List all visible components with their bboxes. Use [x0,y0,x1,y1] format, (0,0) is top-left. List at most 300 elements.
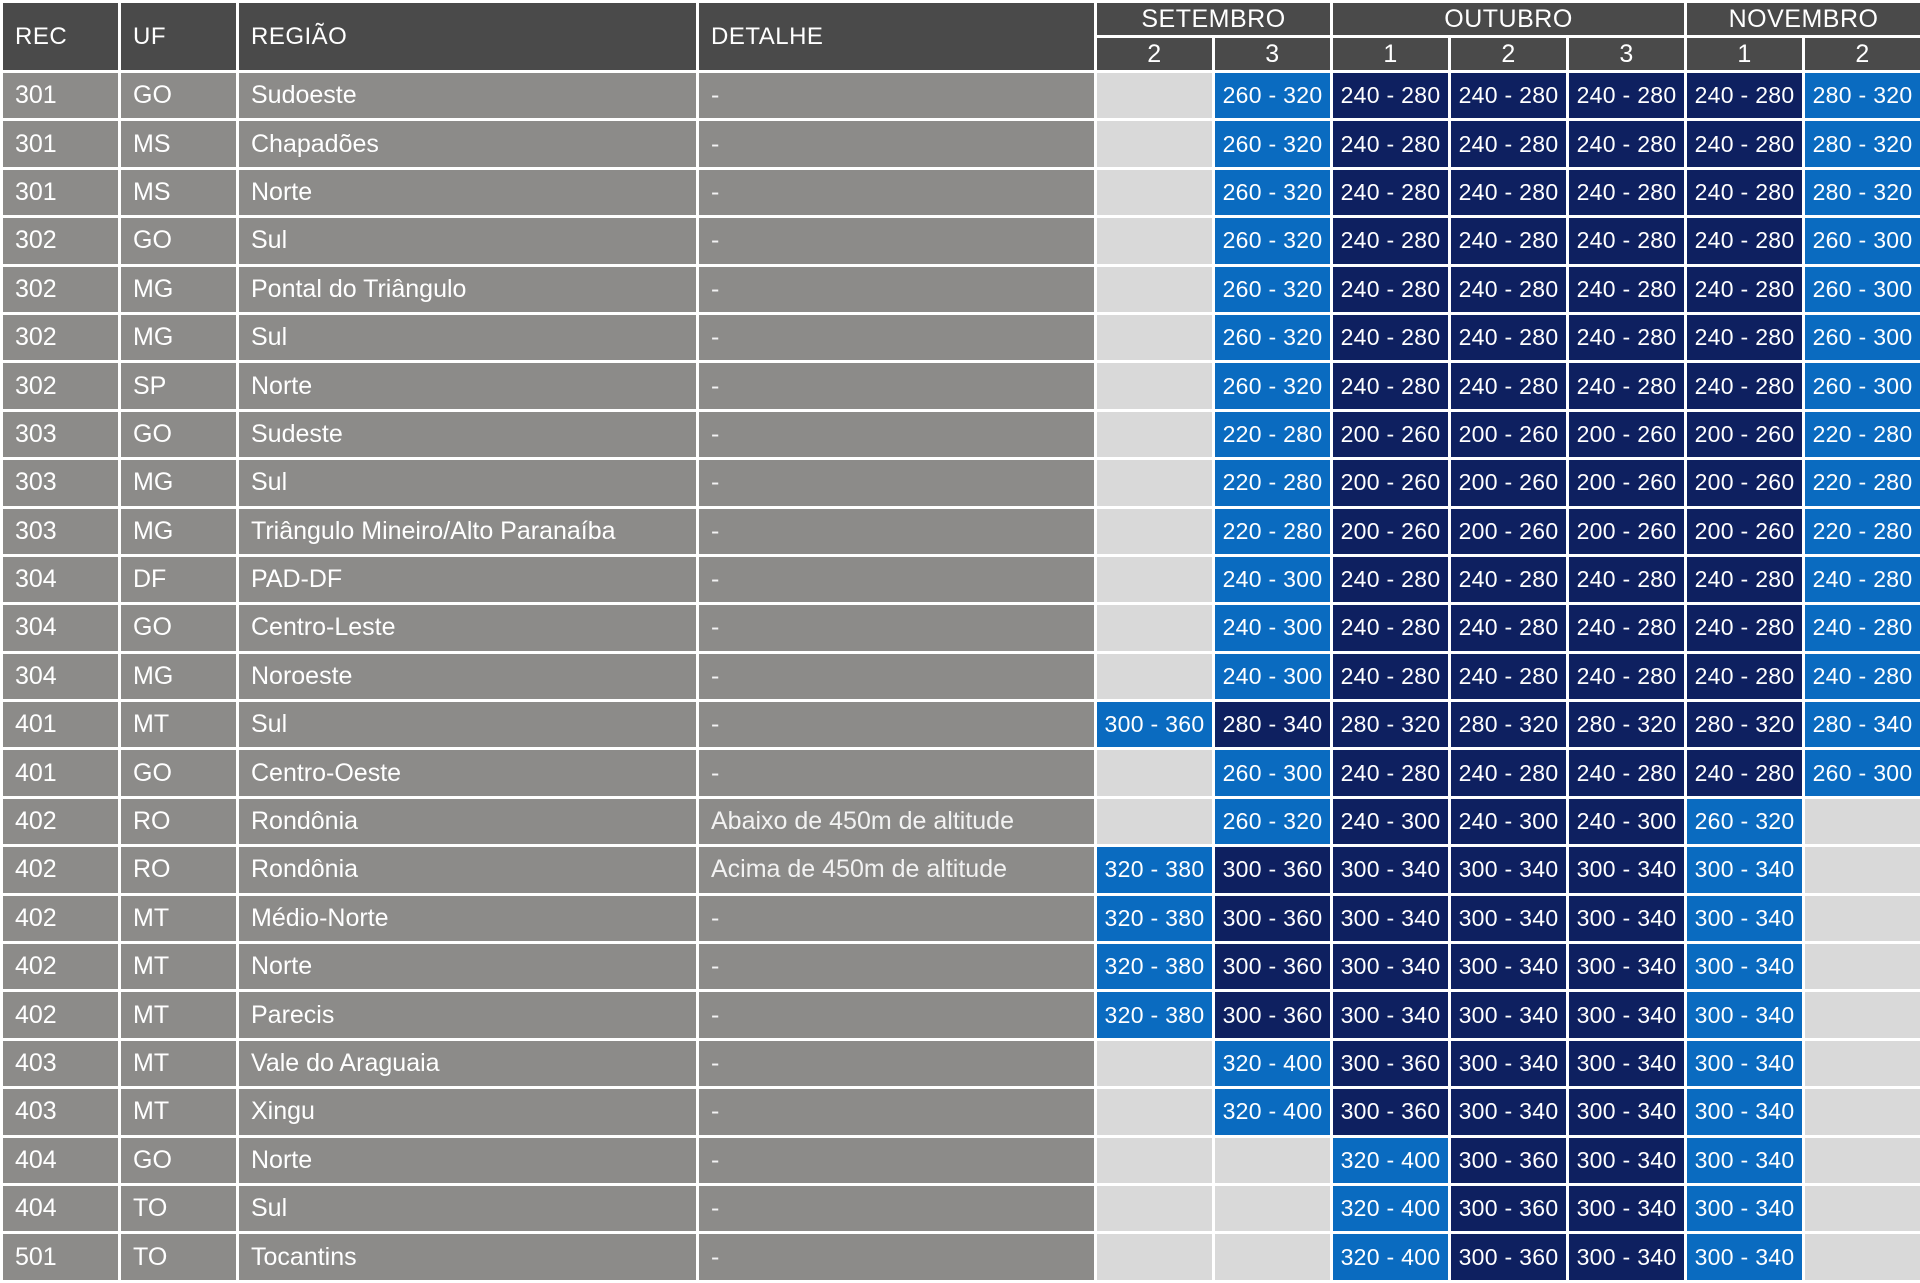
rate-cell [1214,1233,1332,1281]
table-row [2,1136,1920,1184]
rate-cell [1096,1039,1214,1087]
regiao-cell: PAD-DF [238,555,698,603]
rate-cell: 300 - 340 [1568,991,1686,1039]
rate-cell: 320 - 400 [1332,1233,1450,1281]
rate-cell: 260 - 320 [1214,313,1332,361]
regiao-cell: Sul [238,217,698,265]
rec-cell: 402 [2,943,120,991]
header-week: 2 [1450,37,1568,72]
rec-cell: 403 [2,1039,120,1087]
rate-cell: 240 - 280 [1568,362,1686,410]
rate-cell: 300 - 340 [1686,1184,1804,1232]
header-week: 1 [1332,37,1450,72]
regiao-cell: Médio-Norte [238,894,698,942]
table-body [2,72,1920,1282]
regiao-cell: Sul [238,459,698,507]
rate-cell: 300 - 340 [1450,991,1568,1039]
rate-cell [1096,313,1214,361]
rate-cell: 300 - 340 [1568,1136,1686,1184]
detalhe-cell: - [698,1039,1096,1087]
rec-cell: 404 [2,1136,120,1184]
detalhe-cell: - [698,410,1096,458]
rate-cell: 240 - 280 [1450,217,1568,265]
detalhe-cell: Abaixo de 450m de altitude [698,797,1096,845]
rate-cell: 240 - 280 [1568,604,1686,652]
rate-cell: 300 - 340 [1332,991,1450,1039]
rate-cell: 200 - 260 [1332,459,1450,507]
rate-cell: 260 - 320 [1214,72,1332,120]
rate-cell: 240 - 280 [1568,652,1686,700]
detalhe-cell: - [698,894,1096,942]
rate-cell: 240 - 280 [1450,72,1568,120]
rate-cell: 300 - 340 [1568,943,1686,991]
regiao-cell: Norte [238,168,698,216]
uf-cell: SP [120,362,238,410]
rate-cell: 300 - 340 [1332,894,1450,942]
rate-cell: 320 - 400 [1332,1184,1450,1232]
rate-cell: 280 - 320 [1450,701,1568,749]
rate-cell [1804,1136,1920,1184]
table-row [2,701,1920,749]
rate-cell: 300 - 360 [1450,1233,1568,1281]
header-rec: REC [2,2,120,72]
rate-cell: 300 - 340 [1686,1233,1804,1281]
table-row [2,1184,1920,1232]
header-detalhe: DETALHE [698,2,1096,72]
uf-cell: RO [120,797,238,845]
detalhe-cell: Acima de 450m de altitude [698,846,1096,894]
regiao-cell: Centro-Oeste [238,749,698,797]
uf-cell: MT [120,701,238,749]
rec-cell: 303 [2,507,120,555]
rate-cell: 300 - 340 [1686,894,1804,942]
rate-cell: 300 - 360 [1450,1184,1568,1232]
rec-cell: 302 [2,265,120,313]
rate-cell: 240 - 300 [1332,797,1450,845]
table-row [2,1088,1920,1136]
rec-cell: 304 [2,604,120,652]
rate-cell: 300 - 340 [1568,1039,1686,1087]
rec-cell: 301 [2,120,120,168]
rate-cell: 240 - 300 [1214,604,1332,652]
rate-cell: 300 - 340 [1686,943,1804,991]
rate-cell: 200 - 260 [1450,410,1568,458]
uf-cell: TO [120,1233,238,1281]
rate-cell: 240 - 280 [1450,120,1568,168]
rec-cell: 402 [2,894,120,942]
regiao-cell: Sul [238,1184,698,1232]
header-week: 1 [1686,37,1804,72]
rate-cell: 320 - 380 [1096,943,1214,991]
rate-cell: 240 - 280 [1450,362,1568,410]
rec-cell: 404 [2,1184,120,1232]
rate-cell: 240 - 280 [1332,749,1450,797]
rec-cell: 402 [2,797,120,845]
rec-cell: 303 [2,410,120,458]
rate-cell: 280 - 320 [1804,72,1920,120]
detalhe-cell: - [698,701,1096,749]
rate-cell [1096,1088,1214,1136]
regiao-cell: Noroeste [238,652,698,700]
rate-cell: 300 - 340 [1568,894,1686,942]
rate-cell: 240 - 280 [1686,313,1804,361]
rate-cell [1096,797,1214,845]
rate-cell: 280 - 320 [1332,701,1450,749]
regiao-cell: Sudeste [238,410,698,458]
rate-cell: 300 - 340 [1568,846,1686,894]
regiao-cell: Sul [238,701,698,749]
rate-cell: 260 - 320 [1214,217,1332,265]
rate-cell [1096,362,1214,410]
rate-cell: 320 - 400 [1214,1088,1332,1136]
rate-cell: 260 - 300 [1804,217,1920,265]
rate-cell: 240 - 280 [1568,217,1686,265]
rate-cell: 240 - 280 [1332,265,1450,313]
uf-cell: MG [120,265,238,313]
detalhe-cell: - [698,217,1096,265]
regiao-cell: Xingu [238,1088,698,1136]
rate-cell: 220 - 280 [1804,459,1920,507]
table-row [2,120,1920,168]
rate-cell: 300 - 340 [1332,943,1450,991]
rate-cell: 240 - 280 [1568,168,1686,216]
uf-cell: MS [120,168,238,216]
detalhe-cell: - [698,555,1096,603]
rate-cell: 280 - 320 [1686,701,1804,749]
rec-cell: 304 [2,652,120,700]
rate-cell: 320 - 380 [1096,894,1214,942]
rate-cell: 260 - 300 [1214,749,1332,797]
rate-cell: 200 - 260 [1450,507,1568,555]
rate-cell: 240 - 280 [1332,652,1450,700]
table-row [2,894,1920,942]
rate-cell [1096,555,1214,603]
detalhe-cell: - [698,72,1096,120]
table-row [2,410,1920,458]
uf-cell: GO [120,217,238,265]
rate-cell: 240 - 280 [1450,265,1568,313]
table-row [2,1233,1920,1281]
detalhe-cell: - [698,168,1096,216]
table-row [2,507,1920,555]
header-week: 2 [1804,37,1920,72]
rate-cell: 240 - 280 [1804,604,1920,652]
rate-cell: 240 - 280 [1332,604,1450,652]
rate-cell: 240 - 280 [1332,168,1450,216]
rate-cell: 280 - 340 [1214,701,1332,749]
rate-cell: 240 - 300 [1214,555,1332,603]
rate-cell: 300 - 340 [1568,1233,1686,1281]
uf-cell: MG [120,459,238,507]
rec-cell: 304 [2,555,120,603]
uf-cell: MS [120,120,238,168]
rate-cell: 200 - 260 [1568,410,1686,458]
rate-cell [1096,1136,1214,1184]
rate-cell: 220 - 280 [1804,410,1920,458]
header-week: 2 [1096,37,1214,72]
rate-cell: 200 - 260 [1450,459,1568,507]
rate-cell: 240 - 280 [1332,555,1450,603]
rate-cell: 300 - 340 [1450,1039,1568,1087]
header-week: 3 [1568,37,1686,72]
rate-cell: 300 - 360 [1214,943,1332,991]
rate-cell: 220 - 280 [1804,507,1920,555]
rate-cell [1096,604,1214,652]
rate-cell: 300 - 340 [1450,894,1568,942]
uf-cell: GO [120,72,238,120]
rate-cell: 240 - 280 [1332,120,1450,168]
rate-cell [1096,1184,1214,1232]
rec-cell: 402 [2,846,120,894]
uf-cell: MT [120,1039,238,1087]
detalhe-cell: - [698,459,1096,507]
detalhe-cell: - [698,652,1096,700]
rate-cell: 240 - 280 [1450,604,1568,652]
rec-cell: 302 [2,362,120,410]
uf-cell: RO [120,846,238,894]
regiao-cell: Rondônia [238,846,698,894]
rate-cell: 280 - 320 [1568,701,1686,749]
regiao-cell: Parecis [238,991,698,1039]
rec-cell: 401 [2,749,120,797]
regiao-cell: Sudoeste [238,72,698,120]
header-month-outubro: OUTUBRO [1332,2,1686,37]
rate-cell: 240 - 280 [1686,168,1804,216]
rate-cell: 260 - 320 [1214,797,1332,845]
rate-cell [1804,991,1920,1039]
rec-cell: 301 [2,72,120,120]
rate-cell [1804,1039,1920,1087]
rate-cell [1096,72,1214,120]
regiao-cell: Centro-Leste [238,604,698,652]
rate-cell [1804,1233,1920,1281]
rate-cell: 240 - 280 [1568,72,1686,120]
rate-cell: 300 - 360 [1214,991,1332,1039]
uf-cell: DF [120,555,238,603]
detalhe-cell: - [698,991,1096,1039]
header-row-months [2,2,1920,37]
rate-cell: 200 - 260 [1686,507,1804,555]
rate-cell [1804,797,1920,845]
rate-cell: 240 - 280 [1450,555,1568,603]
uf-cell: GO [120,1136,238,1184]
rate-cell: 260 - 300 [1804,313,1920,361]
table-row [2,72,1920,120]
rec-cell: 301 [2,168,120,216]
header-uf: UF [120,2,238,72]
rate-cell: 260 - 320 [1214,265,1332,313]
rate-cell: 240 - 280 [1804,652,1920,700]
table-row [2,168,1920,216]
table-row [2,943,1920,991]
rec-cell: 501 [2,1233,120,1281]
rate-cell: 300 - 340 [1686,1088,1804,1136]
uf-cell: GO [120,604,238,652]
table-row [2,749,1920,797]
rate-cell: 260 - 300 [1804,749,1920,797]
uf-cell: MG [120,313,238,361]
rate-cell: 240 - 280 [1568,265,1686,313]
detalhe-cell: - [698,1136,1096,1184]
regiao-cell: Norte [238,362,698,410]
rate-cell: 300 - 340 [1568,1184,1686,1232]
uf-cell: MT [120,1088,238,1136]
rate-cell: 240 - 280 [1450,313,1568,361]
rate-cell: 300 - 340 [1450,1088,1568,1136]
detalhe-cell: - [698,943,1096,991]
rate-cell: 240 - 280 [1568,749,1686,797]
rate-cell: 300 - 360 [1214,846,1332,894]
rate-cell: 240 - 300 [1214,652,1332,700]
rate-cell: 240 - 280 [1332,217,1450,265]
rate-cell: 280 - 340 [1804,701,1920,749]
regiao-cell: Norte [238,943,698,991]
rate-cell [1096,410,1214,458]
uf-cell: MG [120,507,238,555]
regiao-cell: Rondônia [238,797,698,845]
header-regiao: REGIÃO [238,2,698,72]
rate-cell [1804,846,1920,894]
rate-cell [1096,507,1214,555]
table-row [2,265,1920,313]
rate-cell: 240 - 280 [1686,749,1804,797]
rate-cell: 200 - 260 [1568,459,1686,507]
regiao-cell: Norte [238,1136,698,1184]
rate-cell: 300 - 340 [1686,846,1804,894]
rate-cell: 300 - 360 [1332,1088,1450,1136]
rate-cell: 300 - 360 [1214,894,1332,942]
rate-cell [1804,894,1920,942]
uf-cell: GO [120,749,238,797]
rate-cell: 320 - 400 [1214,1039,1332,1087]
rate-cell [1804,1088,1920,1136]
table-row [2,846,1920,894]
rate-cell: 240 - 280 [1568,120,1686,168]
rate-cell: 260 - 320 [1686,797,1804,845]
rate-cell: 300 - 340 [1450,846,1568,894]
rate-cell: 260 - 320 [1214,362,1332,410]
rec-cell: 302 [2,217,120,265]
rate-cell [1096,652,1214,700]
rate-cell: 200 - 260 [1686,410,1804,458]
rate-cell: 260 - 300 [1804,265,1920,313]
regiao-cell: Vale do Araguaia [238,1039,698,1087]
rate-cell: 240 - 280 [1450,652,1568,700]
rate-cell: 300 - 340 [1686,991,1804,1039]
rate-cell: 280 - 320 [1804,120,1920,168]
detalhe-cell: - [698,313,1096,361]
detalhe-cell: - [698,120,1096,168]
rate-cell: 240 - 280 [1450,168,1568,216]
rate-cell: 240 - 280 [1568,313,1686,361]
rec-cell: 302 [2,313,120,361]
header-month-novembro: NOVEMBRO [1686,2,1920,37]
rate-cell: 240 - 280 [1686,362,1804,410]
table-row [2,797,1920,845]
rate-cell [1096,265,1214,313]
rate-cell: 300 - 340 [1450,943,1568,991]
rate-cell: 320 - 400 [1332,1136,1450,1184]
regiao-cell: Sul [238,313,698,361]
rate-cell: 240 - 280 [1686,604,1804,652]
rate-cell [1096,168,1214,216]
rate-cell: 240 - 280 [1804,555,1920,603]
rate-cell [1096,749,1214,797]
rate-cell: 300 - 340 [1686,1039,1804,1087]
rate-cell: 200 - 260 [1568,507,1686,555]
rate-cell: 240 - 280 [1686,72,1804,120]
uf-cell: MT [120,943,238,991]
rate-cell: 300 - 360 [1096,701,1214,749]
table-row [2,313,1920,361]
rate-cell: 240 - 280 [1450,749,1568,797]
detalhe-cell: - [698,1184,1096,1232]
rate-cell: 260 - 320 [1214,168,1332,216]
rate-cell: 240 - 300 [1450,797,1568,845]
table-row [2,652,1920,700]
rate-cell: 300 - 340 [1332,846,1450,894]
rate-cell: 260 - 320 [1214,120,1332,168]
detalhe-cell: - [698,1088,1096,1136]
uf-cell: MT [120,991,238,1039]
detalhe-cell: - [698,1233,1096,1281]
detalhe-cell: - [698,604,1096,652]
regiao-cell: Pontal do Triângulo [238,265,698,313]
detalhe-cell: - [698,749,1096,797]
header-month-setembro: SETEMBRO [1096,2,1332,37]
rate-cell: 320 - 380 [1096,991,1214,1039]
detalhe-cell: - [698,362,1096,410]
table-row [2,604,1920,652]
rate-cell: 220 - 280 [1214,410,1332,458]
table-row [2,1039,1920,1087]
rate-cell [1096,1233,1214,1281]
table-row [2,459,1920,507]
table-row [2,362,1920,410]
rate-cell: 240 - 280 [1332,313,1450,361]
rate-cell [1096,120,1214,168]
rate-cell: 240 - 280 [1686,217,1804,265]
rate-cell: 300 - 340 [1686,1136,1804,1184]
rate-cell [1804,943,1920,991]
rate-cell: 200 - 260 [1332,410,1450,458]
rate-cell: 240 - 280 [1332,72,1450,120]
rec-cell: 402 [2,991,120,1039]
rate-cell: 300 - 360 [1332,1039,1450,1087]
rate-cell: 300 - 340 [1568,1088,1686,1136]
detalhe-cell: - [698,265,1096,313]
rate-cell: 220 - 280 [1214,459,1332,507]
regiao-cell: Triângulo Mineiro/Alto Paranaíba [238,507,698,555]
rate-cell [1214,1184,1332,1232]
rate-cell [1096,217,1214,265]
uf-cell: TO [120,1184,238,1232]
rec-cell: 403 [2,1088,120,1136]
rate-cell: 220 - 280 [1214,507,1332,555]
rate-cell: 240 - 280 [1686,652,1804,700]
uf-cell: MT [120,894,238,942]
regiao-cell: Tocantins [238,1233,698,1281]
rate-cell: 240 - 280 [1686,265,1804,313]
rate-cell [1214,1136,1332,1184]
rate-cell [1804,1184,1920,1232]
rate-cell: 260 - 300 [1804,362,1920,410]
rec-cell: 303 [2,459,120,507]
rate-cell: 240 - 280 [1686,120,1804,168]
rate-cell: 200 - 260 [1686,459,1804,507]
regiao-cell: Chapadões [238,120,698,168]
rate-cell [1096,459,1214,507]
